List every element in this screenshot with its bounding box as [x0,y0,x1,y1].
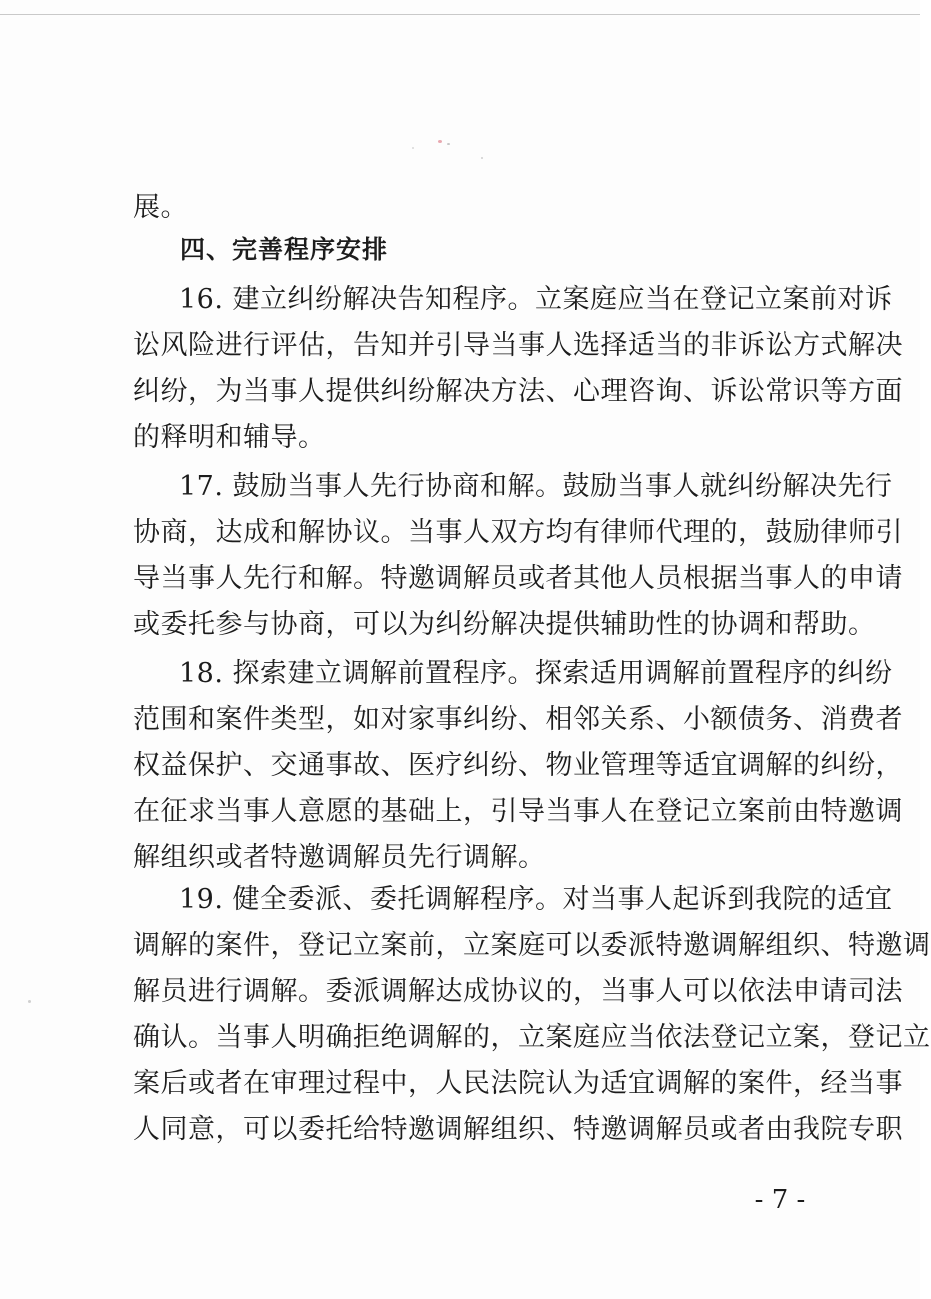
body-line-15: 19. 健全委派、委托调解程序。对当事人起诉到我院的适宜 [179,884,893,915]
body-line-5: 的释明和辅导。 [133,422,326,453]
scan-speck [28,1000,31,1003]
body-line-13: 在征求当事人意愿的基础上，引导当事人在登记立案前由特邀调 [133,796,903,827]
body-line-18: 确认。当事人明确拒绝调解的，立案庭应当依法登记立案，登记立 [133,1022,931,1053]
scan-speck [447,143,450,145]
body-line-7: 协商，达成和解协议。当事人双方均有律师代理的，鼓励律师引 [133,517,903,548]
scan-top-edge [0,14,920,15]
body-line-11: 范围和案件类型，如对家事纠纷、相邻关系、小额债务、消费者 [133,704,903,735]
body-line-4: 纠纷，为当事人提供纠纷解决方法、心理咨询、诉讼常识等方面 [133,376,903,407]
scan-speck [481,157,483,159]
section-heading: 四、完善程序安排 [180,235,389,264]
body-line-8: 导当事人先行和解。特邀调解员或者其他人员根据当事人的申请 [133,563,903,594]
scan-speck [412,147,414,149]
body-line-14: 解组织或者特邀调解员先行调解。 [133,842,546,873]
body-line-6: 17. 鼓励当事人先行协商和解。鼓励当事人就纠纷解决先行 [179,471,893,502]
scan-speck [438,140,442,143]
body-line-19: 案后或者在审理过程中，人民法院认为适宜调解的案件，经当事 [133,1068,903,1099]
body-line-12: 权益保护、交通事故、医疗纠纷、物业管理等适宜调解的纠纷， [133,750,903,781]
body-line-2: 16. 建立纠纷解决告知程序。立案庭应当在登记立案前对诉 [179,284,893,315]
page-number: - 7 - [754,1185,806,1215]
body-line-16: 调解的案件，登记立案前，立案庭可以委派特邀调解组织、特邀调 [133,930,931,961]
body-line-3: 讼风险进行评估，告知并引导当事人选择适当的非诉讼方式解决 [133,330,903,361]
body-line-9: 或委托参与协商，可以为纠纷解决提供辅助性的协调和帮助。 [133,609,876,640]
body-line-10: 18. 探索建立调解前置程序。探索适用调解前置程序的纠纷 [179,658,893,689]
body-line-17: 解员进行调解。委派调解达成协议的，当事人可以依法申请司法 [133,976,903,1007]
body-line-20: 人同意，可以委托给特邀调解组织、特邀调解员或者由我院专职 [133,1114,903,1145]
body-line-1: 展。 [133,192,188,223]
